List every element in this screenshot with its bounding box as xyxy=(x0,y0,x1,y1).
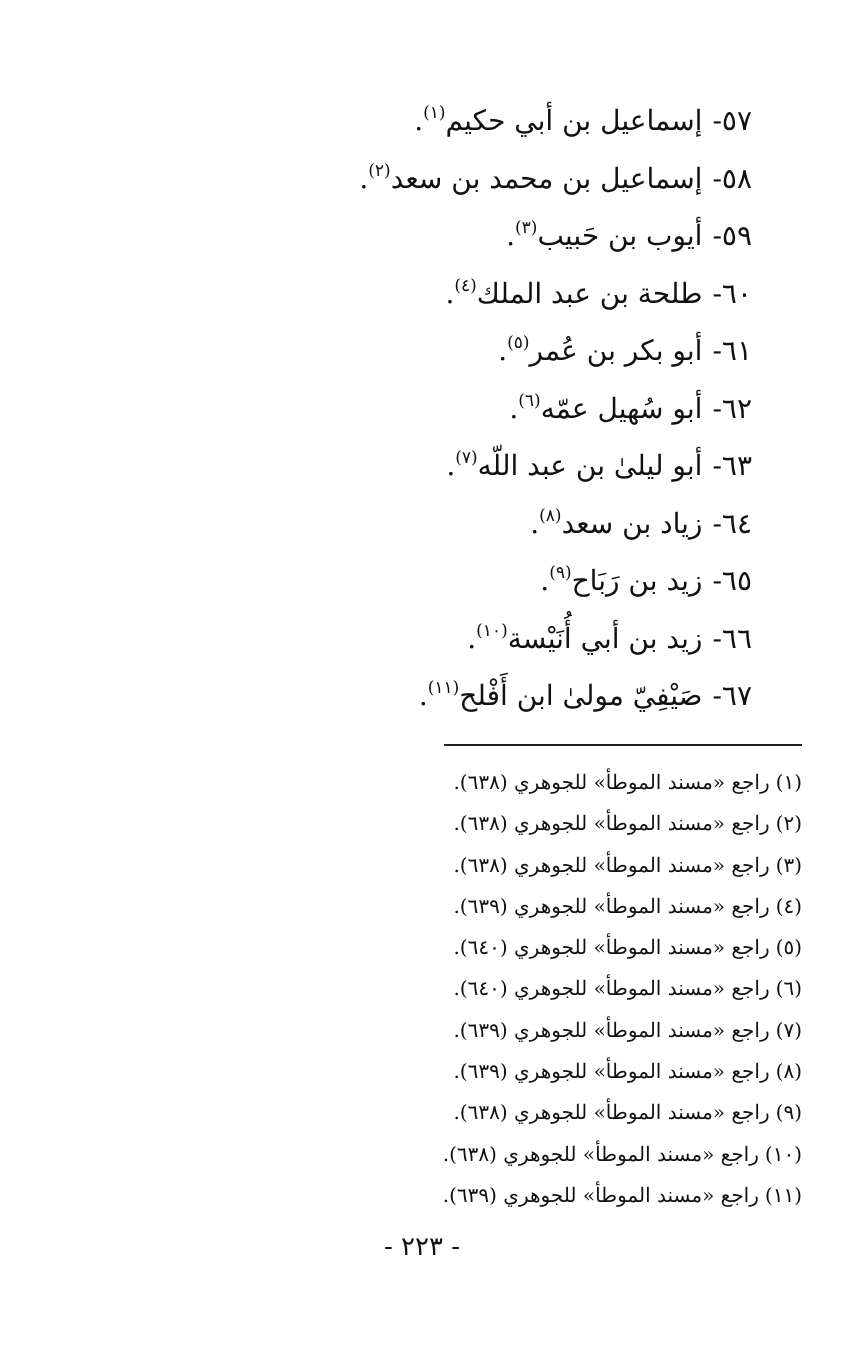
footnote-text: راجع «مسند الموطأ» للجوهري (٦٣٩). xyxy=(453,1017,770,1042)
footnote-ref[interactable]: (٩) xyxy=(549,563,572,583)
entry-number: ٦٢- xyxy=(712,391,752,425)
entry-number: ٦٥- xyxy=(712,564,752,597)
entry-end: . xyxy=(445,276,455,310)
footnote-text: راجع «مسند الموطأ» للجوهري (٦٤٠). xyxy=(453,976,770,1001)
entry-number: ٦٤- xyxy=(712,506,752,540)
footnote-number: (٧) xyxy=(775,1017,802,1042)
entry-text: إسماعيل بن محمد بن سعد xyxy=(390,161,703,195)
footnote xyxy=(302,1134,802,1175)
footnote-text: راجع «مسند الموطأ» للجوهري (٦٣٩). xyxy=(453,893,770,918)
entry-text: أبو بكر بن عُمر xyxy=(529,334,703,367)
footnote-ref[interactable]: (٧) xyxy=(455,448,478,468)
entry-end: . xyxy=(359,161,369,195)
footnote-text: راجع «مسند الموطأ» للجوهري (٦٣٩). xyxy=(453,1059,770,1084)
footnote-number: (٣) xyxy=(775,852,802,877)
entry-text: زياد بن سعد xyxy=(561,506,703,540)
page-number: - ٢٢٣ - xyxy=(383,1232,461,1262)
entry-end: . xyxy=(509,391,519,425)
entry-end: . xyxy=(506,219,516,252)
entry-end: . xyxy=(414,104,424,137)
footnote-number: (١٠) xyxy=(764,1141,802,1166)
list-item xyxy=(192,265,752,323)
list-item xyxy=(192,150,752,208)
footnote-separator xyxy=(444,744,802,746)
footnote-text: راجع «مسند الموطأ» للجوهري (٦٣٨). xyxy=(453,770,770,794)
entry-number: ٥٨- xyxy=(712,161,752,195)
entry-text: صَيْفِيّ مولىٰ ابن أَفْلح xyxy=(459,679,703,712)
entry-text: أيوب بن حَبيب xyxy=(537,219,703,252)
footnote xyxy=(302,803,802,844)
footnote xyxy=(302,1051,802,1092)
footnote-number: (٨) xyxy=(775,1059,802,1084)
footnote xyxy=(302,845,802,886)
entry-number: ٦٦- xyxy=(712,621,752,655)
footnote-ref[interactable]: (٨) xyxy=(539,505,562,526)
entry-end: . xyxy=(467,621,477,655)
list-item xyxy=(192,207,752,265)
entry-end: . xyxy=(446,449,456,482)
footnotes xyxy=(302,762,802,1216)
footnote-ref[interactable]: (٤) xyxy=(454,275,477,296)
footnote-ref[interactable]: (٦) xyxy=(518,390,541,411)
entry-text: زيد بن رَبَاح xyxy=(571,564,703,597)
footnote-text: راجع «مسند الموطأ» للجوهري (٦٣٩). xyxy=(442,1182,759,1207)
footnote xyxy=(302,1092,802,1133)
list-item xyxy=(192,610,752,668)
footnote-ref[interactable]: (١) xyxy=(423,103,446,123)
list-item xyxy=(192,437,752,495)
footnote xyxy=(302,927,802,968)
footnote xyxy=(302,886,802,927)
footnote xyxy=(302,968,802,1009)
entry-end: . xyxy=(530,506,540,540)
footnote-number: (١١) xyxy=(764,1182,802,1207)
entry-text: أبو سُهيل عمّه xyxy=(540,391,703,425)
list-item xyxy=(192,322,752,380)
footnote-text: راجع «مسند الموطأ» للجوهري (٦٣٨). xyxy=(453,852,770,877)
list-item xyxy=(192,495,752,553)
footnote xyxy=(302,1175,802,1216)
entry-end: . xyxy=(540,564,550,597)
entry-number: ٥٧- xyxy=(712,104,752,137)
footnote-number: (٥) xyxy=(775,935,802,960)
footnote-text: راجع «مسند الموطأ» للجوهري (٦٣٨). xyxy=(453,811,770,836)
entry-end: . xyxy=(418,679,428,712)
entry-number: ٦٠- xyxy=(712,276,752,310)
footnote-number: (٤) xyxy=(775,893,802,918)
list-item xyxy=(192,552,752,610)
list-item xyxy=(192,667,752,725)
footnote-number: (٢) xyxy=(775,811,802,836)
entry-text: زيد بن أبي أُنَيْسة xyxy=(507,621,703,655)
entry-text: أبو ليلىٰ بن عبد اللّه xyxy=(477,449,703,482)
entry-number: ٥٩- xyxy=(712,219,752,252)
footnote-number: (٦) xyxy=(775,976,802,1001)
footnote-number: (١) xyxy=(775,770,802,794)
entry-text: طلحة بن عبد الملك xyxy=(476,276,703,310)
footnote-text: راجع «مسند الموطأ» للجوهري (٦٣٨). xyxy=(442,1141,759,1166)
list-item xyxy=(192,380,752,438)
list-item xyxy=(192,92,752,150)
footnote-ref[interactable]: (١١) xyxy=(427,678,460,698)
footnote xyxy=(302,762,802,803)
footnote-ref[interactable]: (٢) xyxy=(368,160,391,181)
entry-number: ٦١- xyxy=(712,334,752,367)
footnote-ref[interactable]: (٣) xyxy=(515,218,538,238)
footnote-ref[interactable]: (٥) xyxy=(507,333,530,353)
entry-number: ٦٧- xyxy=(712,679,752,712)
footnote-text: راجع «مسند الموطأ» للجوهري (٦٤٠). xyxy=(453,935,770,960)
entry-text: إسماعيل بن أبي حكيم xyxy=(445,104,703,137)
footnote-number: (٩) xyxy=(775,1100,802,1125)
footnote xyxy=(302,1010,802,1051)
footnote-text: راجع «مسند الموطأ» للجوهري (٦٣٨). xyxy=(453,1100,770,1125)
narrator-list xyxy=(192,92,752,725)
footnote-ref[interactable]: (١٠) xyxy=(476,620,508,641)
entry-number: ٦٣- xyxy=(712,449,752,482)
entry-end: . xyxy=(498,334,508,367)
